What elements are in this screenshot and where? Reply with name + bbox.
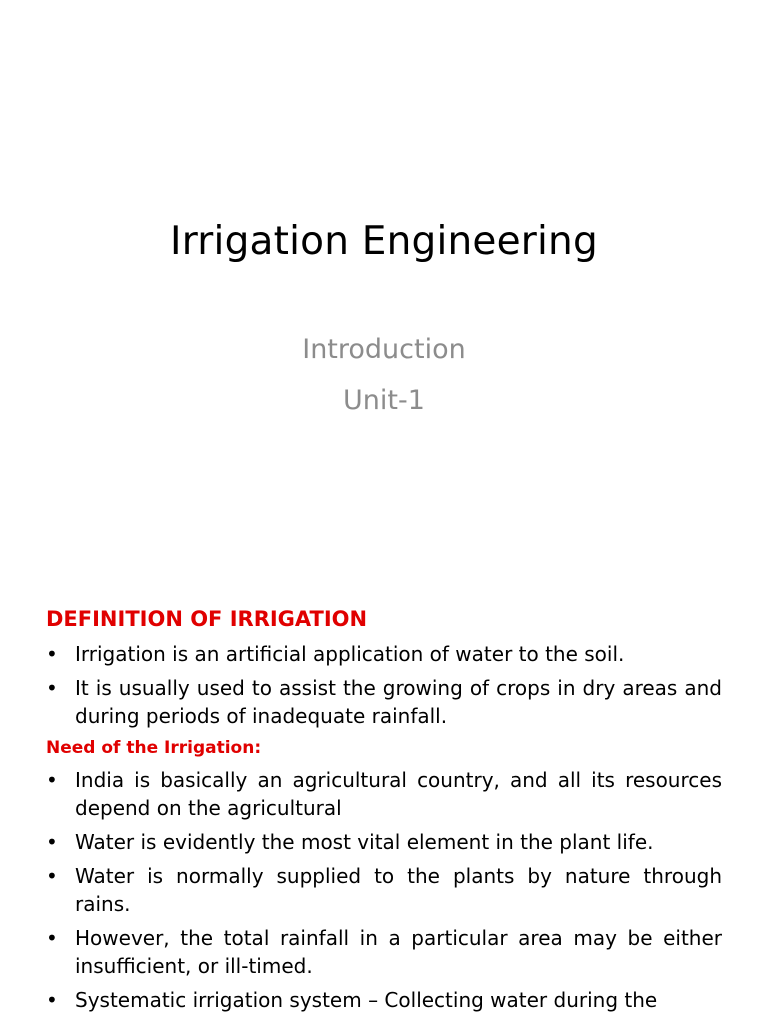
slide-subtitle-introduction: Introduction xyxy=(302,334,466,365)
slide-title: Irrigation Engineering xyxy=(170,219,598,264)
bullet-marker: • xyxy=(46,642,58,666)
content-slide xyxy=(0,576,768,1024)
need-bullet-text: Water is evidently the most vital element in the plant life. xyxy=(75,830,654,854)
definition-bullet xyxy=(46,674,722,730)
definition-bullet-text: It is usually used to assist the growing of crops in dry areas and during periods of inadequate rainfall. xyxy=(75,676,722,728)
bullet-marker: • xyxy=(46,926,58,950)
need-bullet xyxy=(46,828,722,856)
bullet-marker: • xyxy=(46,988,58,1012)
definition-bullet-text: Irrigation is an artificial application of water to the soil. xyxy=(75,642,625,666)
bullet-marker: • xyxy=(46,768,58,792)
need-bullet-text: Systematic irrigation system – Collecting water during the xyxy=(75,988,658,1012)
definition-bullet xyxy=(46,640,722,668)
need-bullet xyxy=(46,986,722,1014)
need-heading: Need of the Irrigation: xyxy=(46,738,262,758)
need-bullet xyxy=(46,924,722,980)
need-bullet xyxy=(46,862,722,918)
need-bullet-text: India is basically an agricultural country, and all its resources depend on the agricultural xyxy=(75,768,722,820)
need-bullet-text: However, the total rainfall in a particular area may be either insufficient, or ill-timed. xyxy=(75,926,722,978)
bullet-marker: • xyxy=(46,864,58,888)
bullet-marker: • xyxy=(46,830,58,854)
need-bullet-text: Water is normally supplied to the plants by nature through rains. xyxy=(75,864,722,916)
slide-subtitle-unit: Unit-1 xyxy=(343,385,425,416)
bullet-marker: • xyxy=(46,676,58,700)
need-bullet xyxy=(46,766,722,822)
definition-heading: DEFINITION OF IRRIGATION xyxy=(46,607,368,631)
